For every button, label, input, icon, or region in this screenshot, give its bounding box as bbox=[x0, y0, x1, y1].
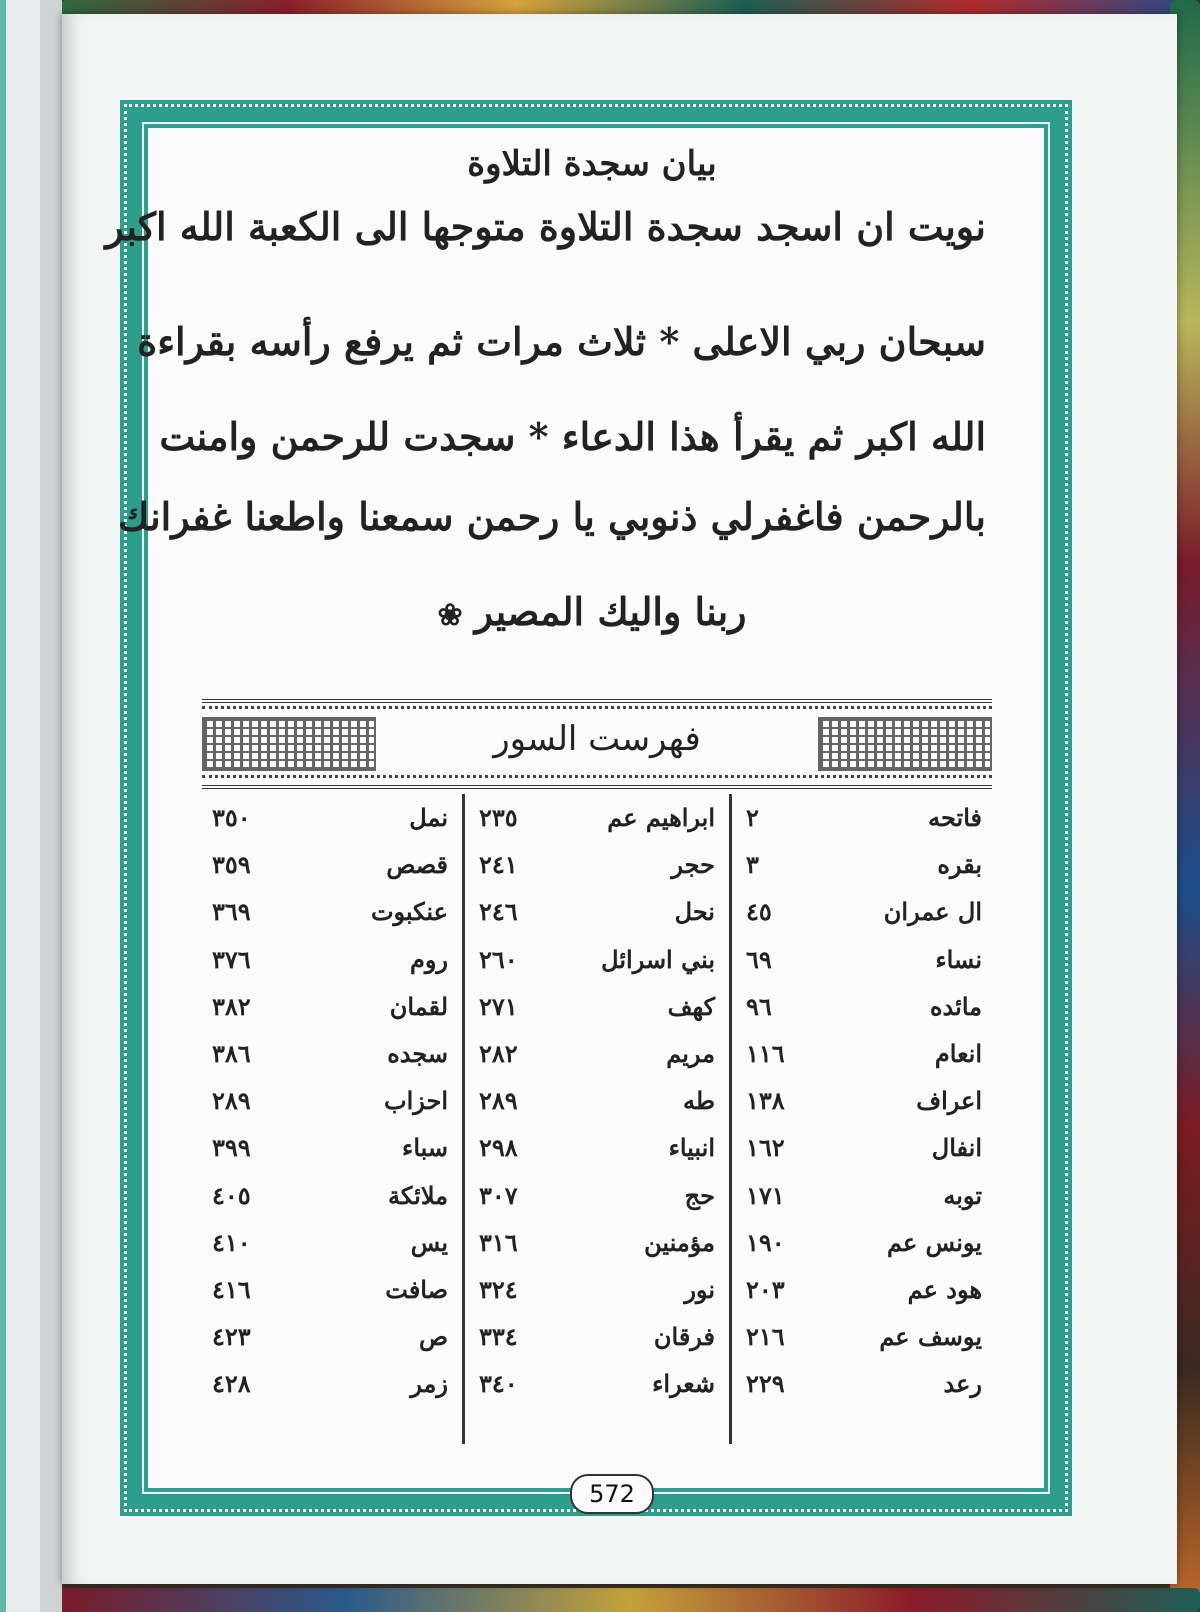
surah-name: ابراهيم عم bbox=[607, 803, 715, 833]
surah-page: ٢٧١ bbox=[479, 991, 518, 1021]
table-row bbox=[212, 794, 448, 841]
surah-page: ٤٢٨ bbox=[212, 1369, 251, 1399]
band-dotted-bottom bbox=[202, 775, 992, 782]
table-row bbox=[479, 936, 715, 983]
flower-icon: ❀ bbox=[437, 598, 463, 633]
table-row bbox=[212, 936, 448, 983]
surah-name: مائده bbox=[929, 991, 982, 1021]
index-column-1 bbox=[732, 794, 996, 1444]
section-title: بيان سجدة التلاوة bbox=[467, 144, 717, 184]
dua-line-4: بالرحمن فاغفرلي ذنوبي يا رحمن سمعنا واطعنا غفرانك bbox=[118, 494, 986, 539]
surah-page: ٣٥٠ bbox=[212, 803, 251, 833]
surah-page: ٣٦٩ bbox=[212, 897, 251, 927]
surah-name: عنكبوت bbox=[370, 897, 448, 927]
background-shelf-bottom bbox=[60, 1588, 1200, 1612]
table-row bbox=[479, 1124, 715, 1171]
table-row bbox=[746, 888, 982, 935]
surah-name: فرقان bbox=[653, 1322, 715, 1352]
table-row bbox=[479, 1313, 715, 1360]
table-row bbox=[746, 1219, 982, 1266]
index-column-3 bbox=[198, 794, 465, 1444]
surah-page: ٢٨٢ bbox=[479, 1039, 518, 1069]
surah-name: نمل bbox=[409, 803, 448, 833]
surah-index-table bbox=[198, 794, 996, 1444]
surah-name: شعراء bbox=[652, 1369, 715, 1399]
surah-name: كهف bbox=[667, 991, 715, 1021]
surah-page: ٣٧٦ bbox=[212, 944, 251, 974]
table-row bbox=[746, 1030, 982, 1077]
surah-name: لقمان bbox=[389, 991, 448, 1021]
surah-name: مريم bbox=[666, 1039, 715, 1069]
surah-name: صافت bbox=[385, 1274, 448, 1304]
table-row bbox=[212, 1077, 448, 1124]
surah-page: ٢٢٩ bbox=[746, 1369, 785, 1399]
surah-page: ٣٢٤ bbox=[479, 1274, 518, 1304]
surah-name: انفال bbox=[931, 1133, 982, 1163]
table-row bbox=[479, 1077, 715, 1124]
surah-page: ٤١٠ bbox=[212, 1227, 251, 1257]
table-row bbox=[212, 888, 448, 935]
table-row bbox=[479, 1266, 715, 1313]
surah-page: ٢٨٩ bbox=[479, 1086, 518, 1116]
surah-page: ١٦٢ bbox=[746, 1133, 785, 1163]
surah-name: فاتحه bbox=[928, 803, 982, 833]
table-row bbox=[746, 841, 982, 888]
surah-name: يس bbox=[410, 1227, 448, 1257]
surah-page: ٣٨٦ bbox=[212, 1039, 251, 1069]
surah-name: يونس عم bbox=[886, 1227, 982, 1257]
surah-page: ١٣٨ bbox=[746, 1086, 785, 1116]
page-content bbox=[105, 134, 1032, 1474]
table-row bbox=[746, 1266, 982, 1313]
table-row bbox=[212, 1219, 448, 1266]
surah-page: ٢١٦ bbox=[746, 1322, 785, 1352]
surah-page: ٢ bbox=[746, 803, 759, 833]
surah-name: روم bbox=[409, 944, 448, 974]
table-row bbox=[746, 794, 982, 841]
surah-name: ملائكة bbox=[388, 1180, 448, 1210]
table-row bbox=[479, 841, 715, 888]
surah-name: طه bbox=[683, 1086, 715, 1116]
surah-page: ٣٩٩ bbox=[212, 1133, 251, 1163]
surah-name: مؤمنين bbox=[644, 1227, 715, 1257]
surah-name: حج bbox=[684, 1180, 715, 1210]
table-row bbox=[479, 1219, 715, 1266]
table-row bbox=[746, 936, 982, 983]
surah-page: ٩٦ bbox=[746, 991, 772, 1021]
surah-page: ٢٣٥ bbox=[479, 803, 518, 833]
table-row bbox=[212, 983, 448, 1030]
surah-page: ٣٨٢ bbox=[212, 991, 251, 1021]
dua-line-5-text: ربنا واليك المصير bbox=[474, 589, 747, 634]
table-row bbox=[212, 1266, 448, 1313]
dua-line-5 bbox=[152, 589, 1032, 635]
table-row bbox=[212, 1172, 448, 1219]
index-header-band bbox=[202, 699, 992, 789]
surah-page: ٣١٦ bbox=[479, 1227, 518, 1257]
surah-page: ٦٩ bbox=[746, 944, 772, 974]
table-row bbox=[746, 1172, 982, 1219]
table-row bbox=[479, 888, 715, 935]
surah-page: ٣٥٩ bbox=[212, 850, 251, 880]
surah-page: ٢٦٠ bbox=[479, 944, 518, 974]
table-row bbox=[479, 1360, 715, 1407]
surah-name: سجده bbox=[387, 1039, 448, 1069]
table-row bbox=[212, 1360, 448, 1407]
table-row bbox=[479, 1172, 715, 1219]
dua-line-3: الله اكبر ثم يقرأ هذا الدعاء * سجدت للرحمن وامنت bbox=[159, 414, 986, 459]
surah-name: انبياء bbox=[668, 1133, 715, 1163]
surah-page: ٤٢٣ bbox=[212, 1322, 251, 1352]
surah-name: نساء bbox=[935, 944, 982, 974]
dua-line-2: سبحان ربي الاعلى * ثلاث مرات ثم يرفع رأسه بقراءة bbox=[137, 319, 986, 364]
index-title: فهرست السور bbox=[493, 719, 701, 759]
surah-name: ص bbox=[418, 1322, 448, 1352]
surah-page: ٣٠٧ bbox=[479, 1180, 518, 1210]
surah-name: توبه bbox=[943, 1180, 982, 1210]
surah-name: رعد bbox=[943, 1369, 982, 1399]
table-row bbox=[746, 1360, 982, 1407]
surah-page: ١٩٠ bbox=[746, 1227, 785, 1257]
surah-name: نحل bbox=[674, 897, 715, 927]
surah-page: ٢٤١ bbox=[479, 850, 518, 880]
table-row bbox=[746, 983, 982, 1030]
table-row bbox=[212, 1313, 448, 1360]
surah-page: ٤١٦ bbox=[212, 1274, 251, 1304]
surah-page: ١١٦ bbox=[746, 1039, 785, 1069]
surah-name: هود عم bbox=[907, 1274, 982, 1304]
table-row bbox=[212, 841, 448, 888]
adjacent-book-edge bbox=[0, 0, 62, 1612]
index-column-2 bbox=[465, 794, 732, 1444]
table-row bbox=[479, 1030, 715, 1077]
table-row bbox=[479, 794, 715, 841]
surah-page: ٢٠٣ bbox=[746, 1274, 785, 1304]
surah-name: اعراف bbox=[916, 1086, 982, 1116]
surah-page: ٤٠٥ bbox=[212, 1180, 251, 1210]
table-row bbox=[746, 1077, 982, 1124]
surah-page: ٣ bbox=[746, 850, 759, 880]
surah-page: ٣٤٠ bbox=[479, 1369, 518, 1399]
surah-page: ٢٨٩ bbox=[212, 1086, 251, 1116]
surah-name: قصص bbox=[386, 850, 448, 880]
table-row bbox=[746, 1313, 982, 1360]
surah-page: ١٧١ bbox=[746, 1180, 785, 1210]
band-dotted-top bbox=[202, 706, 992, 713]
surah-name: بني اسرائل bbox=[601, 944, 715, 974]
table-row bbox=[479, 983, 715, 1030]
surah-name: نور bbox=[684, 1274, 715, 1304]
table-row bbox=[746, 1124, 982, 1171]
surah-name: حجر bbox=[671, 850, 715, 880]
surah-name: انعام bbox=[934, 1039, 982, 1069]
surah-name: يوسف عم bbox=[879, 1322, 982, 1352]
surah-page: ٢٤٦ bbox=[479, 897, 518, 927]
surah-page: ٤٥ bbox=[746, 897, 772, 927]
table-row bbox=[212, 1030, 448, 1077]
surah-name: ال عمران bbox=[883, 897, 982, 927]
page-number: 572 bbox=[570, 1474, 654, 1514]
surah-name: بقره bbox=[937, 850, 982, 880]
surah-name: سباء bbox=[402, 1133, 448, 1163]
surah-page: ٢٩٨ bbox=[479, 1133, 518, 1163]
table-row bbox=[212, 1124, 448, 1171]
dua-line-1: نويت ان اسجد سجدة التلاوة متوجها الى الكعبة الله اكبر bbox=[105, 204, 986, 249]
surah-name: زمر bbox=[410, 1369, 448, 1399]
surah-name: احزاب bbox=[383, 1086, 448, 1116]
surah-page: ٣٣٤ bbox=[479, 1322, 518, 1352]
